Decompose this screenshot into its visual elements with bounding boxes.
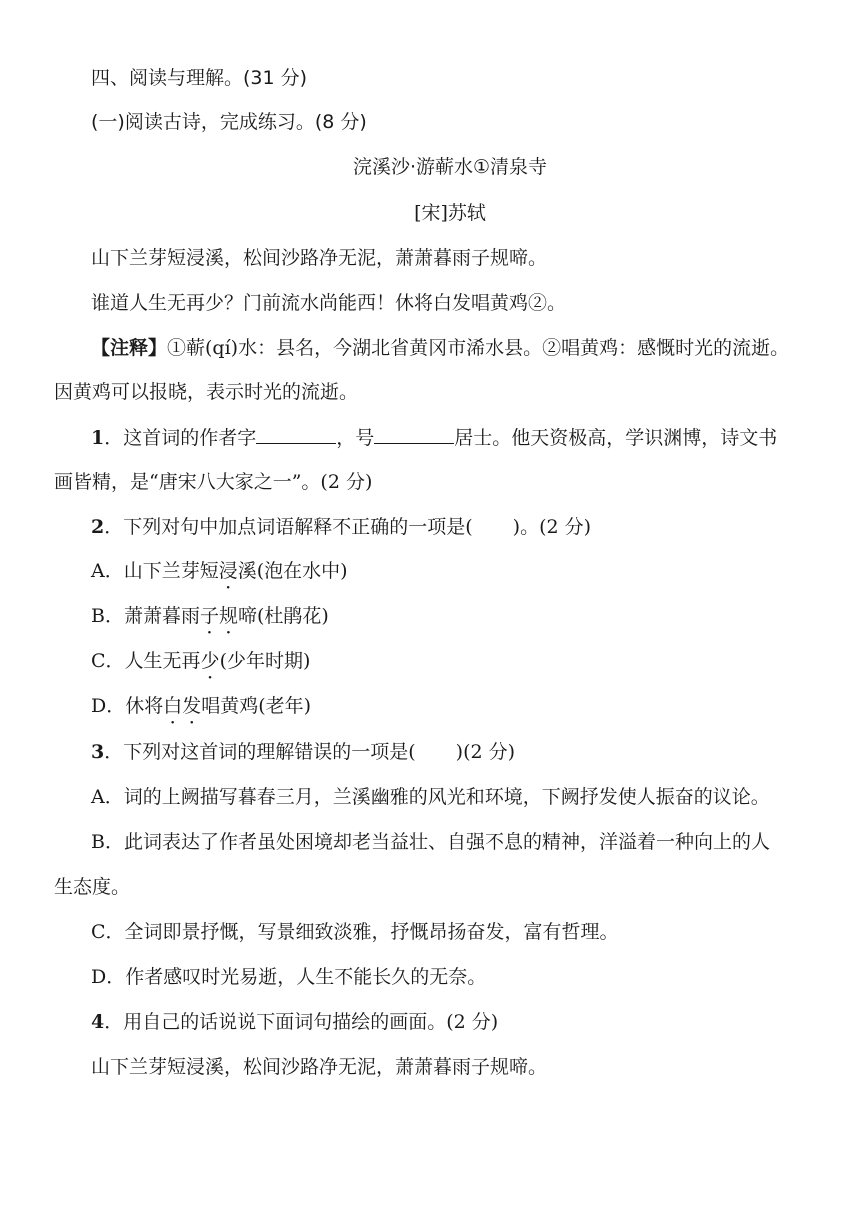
q2d-dotted-word-2: 发 — [182, 695, 202, 717]
q2a-pre: A．山下兰芽短 — [91, 560, 219, 582]
q3-option-d: D．作者感叹时光易逝，人生不能长久的无奈。 — [91, 966, 487, 988]
q1-text-c: 居士。他天资极高，学识渊博，诗文书 — [454, 427, 778, 449]
note-line-2: 因黄鸡可以报晓，表示时光的流逝。 — [54, 381, 359, 403]
q2a-dotted-word: 浸 — [218, 560, 238, 582]
q3-stem-b: )(2 分) — [455, 741, 516, 763]
q2b-dotted-word-2: 规 — [218, 605, 238, 627]
q2-number: 2 — [91, 516, 105, 538]
q1-text-b: ，号 — [336, 427, 375, 449]
poem-author: [宋]苏轼 — [414, 202, 486, 224]
note-text-1: ①蕲(qí)水：县名，今湖北省黄冈市浠水县。②唱黄鸡：感慨时光的流逝。 — [167, 337, 790, 359]
question-4 — [91, 1010, 498, 1034]
question-2 — [91, 515, 591, 539]
question-3 — [91, 740, 515, 764]
q4-quote: 山下兰芽短浸溪，松间沙路净无泥，萧萧暮雨子规啼。 — [91, 1056, 548, 1078]
q4-stem: ．用自己的话说说下面词句描绘的画面。(2 分) — [104, 1011, 499, 1033]
q1-text-a: ．这首词的作者字 — [104, 427, 257, 449]
q2-option-a — [91, 559, 348, 583]
q1-blank-zi[interactable] — [256, 425, 336, 444]
poem-line-2: 谁道人生无再少？门前流水尚能西！休将白发唱黄鸡②。 — [91, 292, 567, 314]
q2-option-c — [91, 649, 310, 673]
q3-option-c: C．全词即景抒慨，写景细致淡雅，抒慨昂扬奋发，富有哲理。 — [91, 921, 619, 943]
q4-number: 4 — [91, 1011, 105, 1033]
q2-option-d — [91, 694, 311, 718]
q2d-pre: D．休将 — [91, 695, 164, 717]
q2-option-b — [91, 604, 329, 628]
q2c-post: (少年时期) — [219, 650, 311, 672]
q2d-post: 唱黄鸡(老年) — [201, 695, 312, 717]
q1-line-2: 画皆精，是“唐宋八大家之一”。(2 分) — [54, 471, 373, 493]
q1-number: 1 — [91, 427, 105, 449]
q2-stem-b: )。(2 分) — [512, 516, 592, 538]
q3-option-b: B．此词表达了作者虽处困境却老当益壮、自强不息的精神，洋溢着一种向上的人 — [91, 831, 770, 853]
q2-stem-a: ．下列对句中加点词语解释不正确的一项是( — [104, 516, 473, 538]
subsection-heading: (一)阅读古诗，完成练习。(8 分) — [91, 111, 367, 133]
q3-number: 3 — [91, 741, 105, 763]
note-label: 【注释】 — [91, 337, 168, 359]
poem-title: 浣溪沙·游蕲水①清泉寺 — [352, 156, 548, 178]
q3-option-b-cont: 生态度。 — [54, 876, 131, 898]
q2b-pre: B．萧萧暮雨 — [91, 605, 200, 627]
q2b-post: 啼(杜鹃花) — [238, 605, 329, 627]
q1-blank-hao[interactable] — [374, 425, 454, 444]
q2c-pre: C．人生无再 — [91, 650, 201, 672]
q2b-dotted-word-1: 子 — [199, 605, 219, 627]
q2c-dotted-word: 少 — [200, 650, 220, 672]
poem-line-1: 山下兰芽短浸溪，松间沙路净无泥，萧萧暮雨子规啼。 — [91, 247, 548, 269]
q3-stem-a: ．下列对这首词的理解错误的一项是( — [104, 741, 416, 763]
q3-option-a: A．词的上阙描写暮春三月，兰溪幽雅的风光和环境，下阙抒发使人振奋的议论。 — [91, 786, 770, 808]
question-1 — [91, 425, 777, 450]
q2d-dotted-word-1: 白 — [163, 695, 183, 717]
note-line-1 — [91, 336, 789, 360]
section-heading: 四、阅读与理解。(31 分) — [91, 67, 308, 89]
q2a-post: 溪(泡在水中) — [237, 560, 348, 582]
